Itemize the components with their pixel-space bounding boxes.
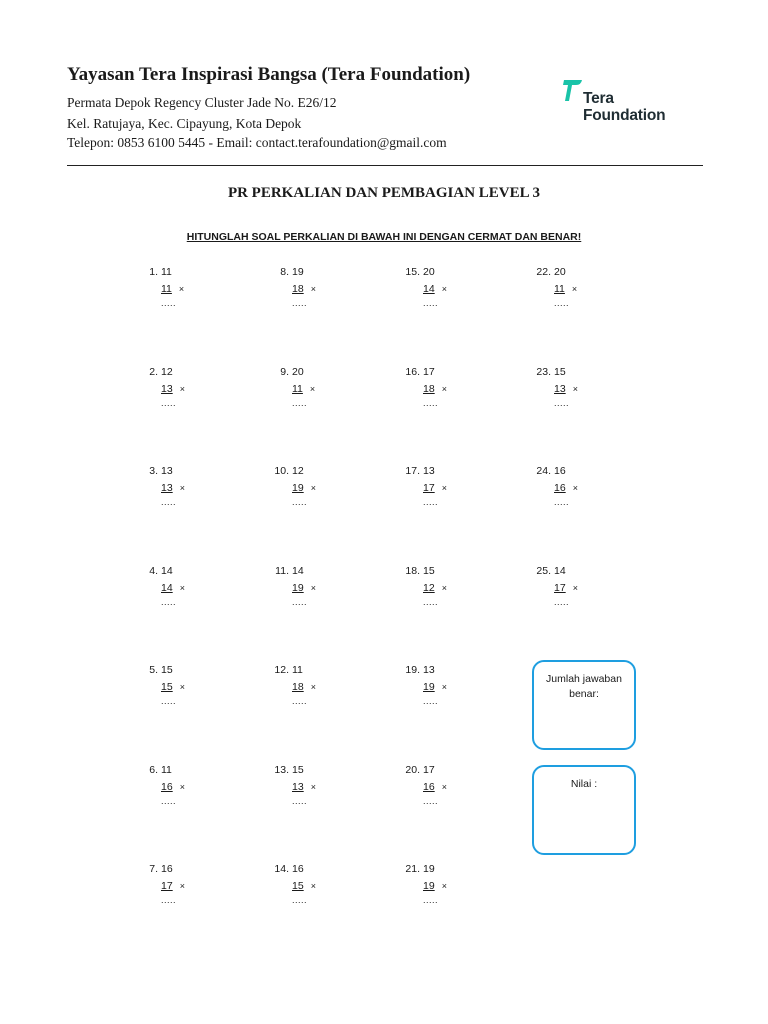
problem-number: 20. bbox=[405, 764, 420, 776]
problem-number: 22. bbox=[536, 266, 551, 278]
instruction-text: HITUNGLAH SOAL PERKALIAN DI BAWAH INI DENGAN CERMAT DAN BENAR! bbox=[186, 231, 582, 243]
multiply-sign: × bbox=[309, 384, 316, 394]
multiply-sign: × bbox=[572, 583, 578, 593]
multiplicand: 15 bbox=[292, 764, 304, 776]
multiplier-row bbox=[292, 681, 316, 693]
multiplicand: 16 bbox=[292, 863, 304, 875]
multiply-sign: × bbox=[310, 782, 316, 792]
answer-blank: ..... bbox=[161, 796, 177, 806]
multiplier-row bbox=[423, 482, 447, 494]
problem-number: 2. bbox=[149, 366, 158, 378]
tera-logo-mark-icon bbox=[561, 79, 583, 103]
multiplicand: 15 bbox=[161, 664, 173, 676]
multiplier-row bbox=[292, 880, 316, 892]
problem-23 bbox=[531, 366, 641, 426]
problem-15 bbox=[400, 266, 510, 326]
problem-16 bbox=[400, 366, 510, 426]
multiplier: 11 bbox=[161, 283, 172, 295]
multiply-sign: × bbox=[179, 384, 185, 394]
multiplicand: 14 bbox=[161, 565, 173, 577]
multiplier: 16 bbox=[423, 781, 435, 793]
answer-blank: ..... bbox=[161, 895, 177, 905]
multiplicand: 14 bbox=[554, 565, 566, 577]
multiplicand: 12 bbox=[292, 465, 304, 477]
multiplicand: 16 bbox=[554, 465, 566, 477]
multiplicand: 11 bbox=[292, 664, 303, 676]
logo-wordmark bbox=[583, 90, 665, 124]
multiply-sign: × bbox=[179, 682, 185, 692]
answer-blank: ..... bbox=[423, 696, 439, 706]
problem-8 bbox=[269, 266, 379, 326]
multiplier-row bbox=[292, 582, 316, 594]
problem-number: 10. bbox=[274, 465, 289, 477]
multiplier-row bbox=[423, 283, 447, 295]
problem-number: 8. bbox=[280, 266, 289, 278]
multiplier-row bbox=[292, 781, 316, 793]
multiplier: 12 bbox=[423, 582, 435, 594]
problem-22 bbox=[531, 266, 641, 326]
problem-24 bbox=[531, 465, 641, 525]
answer-blank: ..... bbox=[554, 398, 570, 408]
problem-number: 13. bbox=[274, 764, 289, 776]
problem-12 bbox=[269, 664, 379, 724]
multiply-sign: × bbox=[441, 284, 447, 294]
multiplier: 19 bbox=[423, 681, 435, 693]
multiply-sign: × bbox=[178, 284, 185, 294]
multiplier: 15 bbox=[292, 880, 304, 892]
multiplicand: 12 bbox=[161, 366, 173, 378]
problem-number: 1. bbox=[149, 266, 158, 278]
address-line-1: Permata Depok Regency Cluster Jade No. E26/12 bbox=[67, 95, 337, 110]
multiply-sign: × bbox=[441, 384, 447, 394]
multiplier-row bbox=[423, 880, 447, 892]
multiplier: 19 bbox=[423, 880, 435, 892]
multiplier: 13 bbox=[161, 482, 173, 494]
problem-number: 7. bbox=[149, 863, 158, 875]
multiplier: 13 bbox=[161, 383, 173, 395]
multiplier-row bbox=[161, 880, 185, 892]
answer-blank: ..... bbox=[292, 796, 308, 806]
problem-20 bbox=[400, 764, 510, 824]
multiplicand: 20 bbox=[554, 266, 566, 278]
answer-blank: ..... bbox=[423, 497, 439, 507]
multiply-sign: × bbox=[571, 284, 578, 294]
answer-blank: ..... bbox=[292, 696, 308, 706]
multiplier: 11 bbox=[292, 383, 303, 395]
correct-answers-label-line2: benar: bbox=[569, 688, 599, 700]
problem-number: 19. bbox=[405, 664, 420, 676]
multiplier: 11 bbox=[554, 283, 565, 295]
answer-blank: ..... bbox=[161, 398, 177, 408]
answer-blank: ..... bbox=[554, 298, 570, 308]
multiplicand: 16 bbox=[161, 863, 173, 875]
multiplier: 14 bbox=[161, 582, 173, 594]
multiplicand: 20 bbox=[423, 266, 435, 278]
multiplier: 18 bbox=[423, 383, 435, 395]
problem-number: 21. bbox=[405, 863, 420, 875]
answer-blank: ..... bbox=[292, 398, 308, 408]
answer-blank: ..... bbox=[423, 398, 439, 408]
multiplier-row bbox=[554, 582, 578, 594]
multiplier-row bbox=[554, 482, 578, 494]
multiplier: 19 bbox=[292, 582, 304, 594]
multiplier-row bbox=[423, 781, 447, 793]
answer-blank: ..... bbox=[292, 597, 308, 607]
problem-5 bbox=[138, 664, 248, 724]
multiplicand: 15 bbox=[554, 366, 566, 378]
multiplier-row bbox=[423, 582, 447, 594]
problem-number: 4. bbox=[149, 565, 158, 577]
problem-number: 9. bbox=[280, 366, 289, 378]
multiply-sign: × bbox=[179, 483, 185, 493]
multiply-sign: × bbox=[441, 782, 447, 792]
multiplier-row bbox=[161, 781, 185, 793]
header-divider bbox=[67, 165, 703, 166]
logo-text-tera: Tera bbox=[583, 90, 614, 107]
problem-17 bbox=[400, 465, 510, 525]
grade-box bbox=[532, 765, 636, 855]
multiplier: 18 bbox=[292, 681, 304, 693]
multiplier-row bbox=[292, 482, 316, 494]
multiplicand: 13 bbox=[161, 465, 173, 477]
problem-number: 3. bbox=[149, 465, 158, 477]
multiply-sign: × bbox=[441, 483, 447, 493]
multiply-sign: × bbox=[441, 583, 447, 593]
multiply-sign: × bbox=[310, 682, 316, 692]
answer-blank: ..... bbox=[161, 497, 177, 507]
multiplier-row bbox=[423, 681, 447, 693]
multiplier-row bbox=[161, 582, 185, 594]
problem-6 bbox=[138, 764, 248, 824]
problem-number: 5. bbox=[149, 664, 158, 676]
multiplicand: 13 bbox=[423, 664, 435, 676]
correct-answers-box bbox=[532, 660, 636, 750]
answer-blank: ..... bbox=[161, 597, 177, 607]
multiplier: 16 bbox=[554, 482, 566, 494]
multiplicand: 17 bbox=[423, 764, 435, 776]
multiplier-row bbox=[292, 383, 315, 395]
problem-number: 18. bbox=[405, 565, 420, 577]
multiplicand: 11 bbox=[161, 764, 172, 776]
multiplier: 17 bbox=[554, 582, 566, 594]
problem-21 bbox=[400, 863, 510, 923]
multiplier-row bbox=[423, 383, 447, 395]
problem-13 bbox=[269, 764, 379, 824]
multiply-sign: × bbox=[310, 881, 316, 891]
problem-11 bbox=[269, 565, 379, 625]
multiplier-row bbox=[161, 681, 185, 693]
multiply-sign: × bbox=[179, 583, 185, 593]
answer-blank: ..... bbox=[423, 796, 439, 806]
logo-text-foundation: Foundation bbox=[583, 107, 666, 124]
contact-line: Telepon: 0853 6100 5445 - Email: contact.terafoundation@gmail.com bbox=[67, 135, 447, 150]
multiplier: 15 bbox=[161, 681, 173, 693]
multiplier: 13 bbox=[292, 781, 304, 793]
multiplier: 16 bbox=[161, 781, 173, 793]
answer-blank: ..... bbox=[292, 895, 308, 905]
correct-answers-label-line1: Jumlah jawaban bbox=[546, 673, 622, 685]
multiply-sign: × bbox=[310, 483, 316, 493]
problem-number: 17. bbox=[405, 465, 420, 477]
worksheet-title: PR PERKALIAN DAN PEMBAGIAN LEVEL 3 bbox=[227, 185, 541, 201]
problem-1 bbox=[138, 266, 248, 326]
multiply-sign: × bbox=[310, 284, 316, 294]
answer-blank: ..... bbox=[554, 497, 570, 507]
grade-label: Nilai : bbox=[570, 778, 598, 790]
problem-number: 16. bbox=[405, 366, 420, 378]
problem-number: 6. bbox=[149, 764, 158, 776]
problem-number: 12. bbox=[274, 664, 289, 676]
organization-name: Yayasan Tera Inspirasi Bangsa (Tera Foundation) bbox=[67, 64, 471, 85]
answer-blank: ..... bbox=[554, 597, 570, 607]
problem-number: 24. bbox=[536, 465, 551, 477]
multiplier: 17 bbox=[161, 880, 173, 892]
multiply-sign: × bbox=[572, 384, 578, 394]
multiplier: 19 bbox=[292, 482, 304, 494]
problem-18 bbox=[400, 565, 510, 625]
problem-7 bbox=[138, 863, 248, 923]
problem-number: 11. bbox=[275, 565, 289, 577]
multiply-sign: × bbox=[310, 583, 316, 593]
multiplicand: 19 bbox=[292, 266, 304, 278]
problem-number: 15. bbox=[405, 266, 420, 278]
answer-blank: ..... bbox=[423, 895, 439, 905]
multiplicand: 11 bbox=[161, 266, 172, 278]
multiplier: 17 bbox=[423, 482, 435, 494]
multiplier: 18 bbox=[292, 283, 304, 295]
multiplicand: 15 bbox=[423, 565, 435, 577]
problem-number: 14. bbox=[274, 863, 289, 875]
problem-4 bbox=[138, 565, 248, 625]
tera-foundation-logo bbox=[558, 78, 688, 134]
multiply-sign: × bbox=[179, 782, 185, 792]
answer-blank: ..... bbox=[161, 696, 177, 706]
answer-blank: ..... bbox=[161, 298, 177, 308]
problem-number: 25. bbox=[536, 565, 551, 577]
multiply-sign: × bbox=[441, 881, 447, 891]
multiply-sign: × bbox=[441, 682, 447, 692]
multiplier-row bbox=[554, 383, 578, 395]
answer-blank: ..... bbox=[423, 597, 439, 607]
problem-14 bbox=[269, 863, 379, 923]
problem-9 bbox=[269, 366, 379, 426]
answer-blank: ..... bbox=[292, 298, 308, 308]
answer-blank: ..... bbox=[292, 497, 308, 507]
multiplier-row bbox=[161, 482, 185, 494]
multiplicand: 17 bbox=[423, 366, 435, 378]
multiplier-row bbox=[292, 283, 316, 295]
answer-blank: ..... bbox=[423, 298, 439, 308]
address-line-2: Kel. Ratujaya, Kec. Cipayung, Kota Depok bbox=[67, 116, 302, 131]
multiply-sign: × bbox=[572, 483, 578, 493]
multiply-sign: × bbox=[179, 881, 185, 891]
multiplier-row bbox=[161, 283, 184, 295]
multiplier: 13 bbox=[554, 383, 566, 395]
multiplicand: 14 bbox=[292, 565, 304, 577]
problem-19 bbox=[400, 664, 510, 724]
multiplier: 14 bbox=[423, 283, 435, 295]
multiplicand: 19 bbox=[423, 863, 435, 875]
problem-number: 23. bbox=[536, 366, 551, 378]
multiplicand: 20 bbox=[292, 366, 304, 378]
problem-2 bbox=[138, 366, 248, 426]
problem-25 bbox=[531, 565, 641, 625]
problem-10 bbox=[269, 465, 379, 525]
multiplicand: 13 bbox=[423, 465, 435, 477]
multiplier-row bbox=[554, 283, 577, 295]
problem-3 bbox=[138, 465, 248, 525]
multiplier-row bbox=[161, 383, 185, 395]
